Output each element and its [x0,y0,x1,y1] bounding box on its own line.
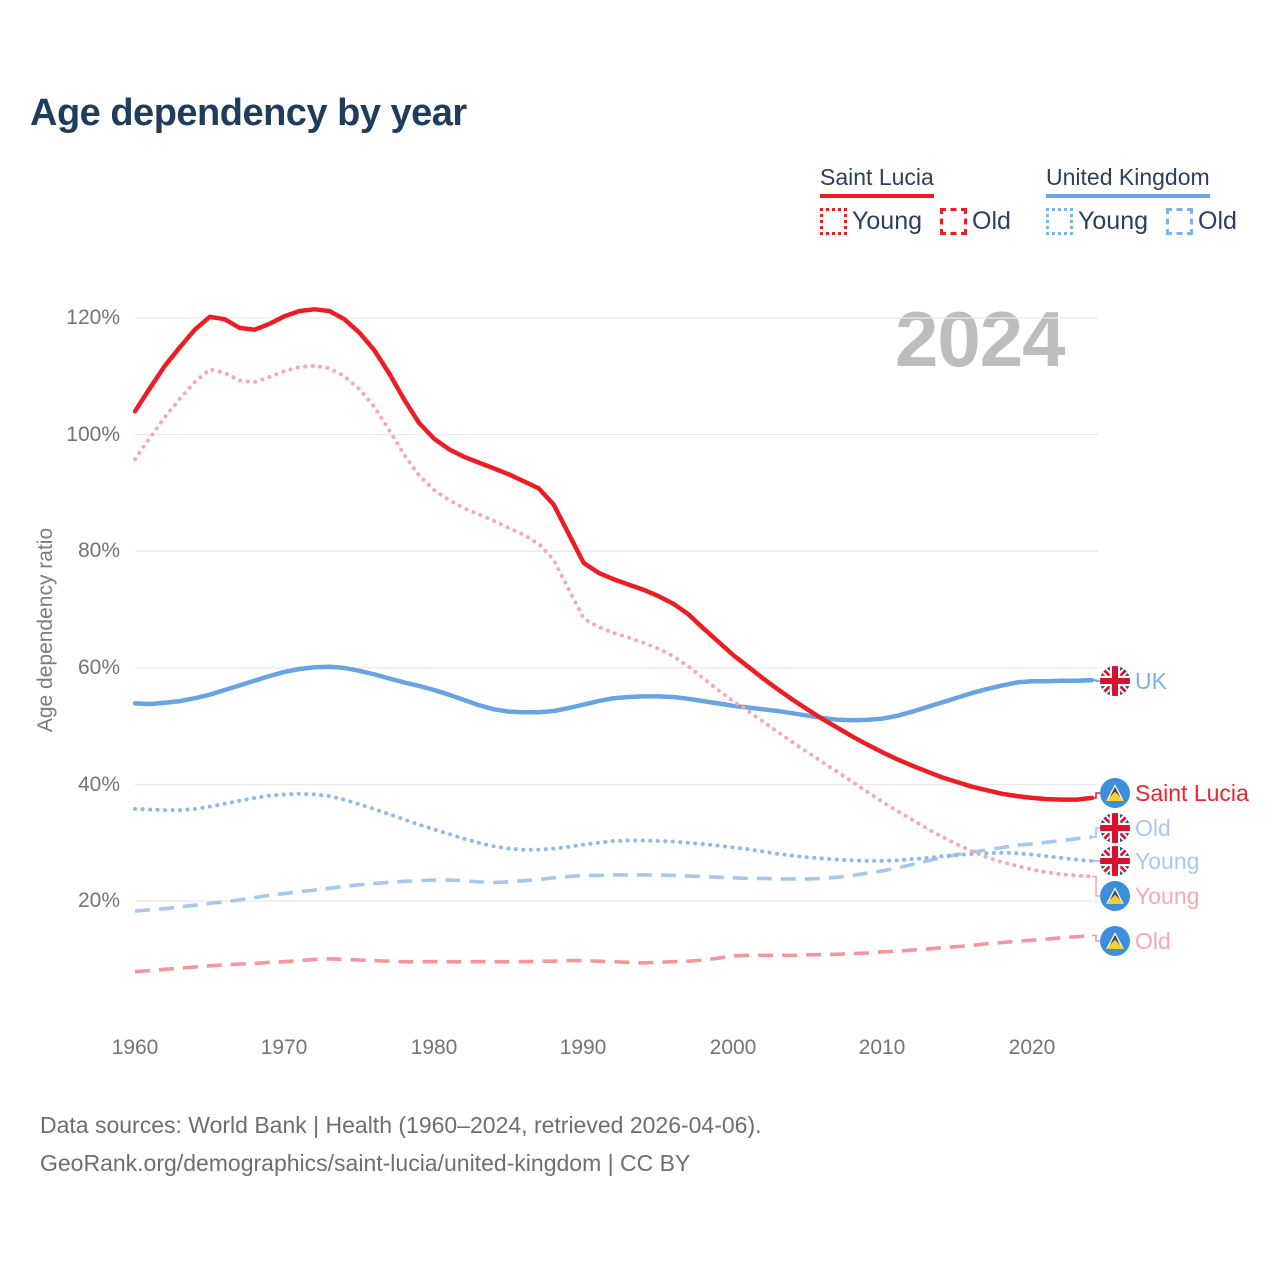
xtick-2010: 2010 [858,1036,906,1059]
uk-total-line [135,667,1092,721]
uk-young-line [135,794,1092,861]
uk-flag-icon [1100,813,1130,843]
endlabel-saint-lucia-old-text: Old [1135,927,1171,954]
saint-lucia-flag-icon [1100,926,1130,956]
xtick-2020: 2020 [1008,1036,1056,1059]
endlabel-saint-lucia-old [1100,926,1171,956]
saint-lucia-flag-icon [1100,881,1130,911]
page-title: Age dependency by year [30,92,467,134]
gridlines [135,318,1098,901]
uk-old-line [135,837,1092,911]
endlabel-uk [1100,666,1167,696]
endlabel-saint-lucia [1100,778,1249,808]
saint-lucia-old-line [135,936,1092,972]
endlabel-uk-text: UK [1135,667,1167,694]
xtick-1980: 1980 [410,1036,458,1059]
endlabel-uk-young-text: Young [1135,847,1200,874]
ytick-120: 120% [66,306,120,329]
endlabel-saint-lucia-young [1100,881,1199,911]
y-axis-title: Age dependency ratio [34,527,57,733]
year-watermark: 2024 [895,295,1065,383]
uk-flag-icon [1100,666,1130,696]
uk_old-label-connector [1092,828,1100,837]
saint-lucia-flag-icon [1100,778,1130,808]
xtick-1990: 1990 [559,1036,607,1059]
xtick-1970: 1970 [260,1036,308,1059]
uk_total-label-connector [1092,680,1100,681]
ytick-100: 100% [66,423,120,446]
sl_young-label-connector [1092,877,1100,896]
label-connectors [1092,680,1100,941]
endlabel-uk-young [1100,846,1199,876]
saint-lucia-total-line [135,309,1092,799]
endlabel-uk-old-text: Old [1135,814,1171,841]
sl_total-label-connector [1092,793,1100,798]
legend-saint-lucia-title: Saint Lucia [820,164,934,198]
endlabel-saint-lucia-text: Saint Lucia [1135,779,1249,806]
united-kingdom-old-label[interactable]: Old [1198,207,1237,235]
uk-flag-icon [1100,846,1130,876]
xtick-1960: 1960 [111,1036,159,1059]
saint-lucia-old-label[interactable]: Old [972,207,1011,235]
ytick-40: 40% [77,773,120,796]
endlabel-saint-lucia-young-text: Young [1135,882,1200,909]
ytick-20: 20% [77,889,120,912]
united-kingdom-young-label[interactable]: Young [1078,207,1148,235]
saint-lucia-young-line [135,366,1092,877]
xtick-2000: 2000 [709,1036,757,1059]
endlabel-uk-old [1100,813,1171,843]
ytick-60: 60% [77,656,120,679]
footer-attribution: GeoRank.org/demographics/saint-lucia/united-kingdom | CC BY [40,1150,691,1176]
legend-united-kingdom-title: United Kingdom [1046,164,1210,198]
sl_old-label-connector [1092,936,1100,942]
footer-data-sources: Data sources: World Bank | Health (1960–2024, retrieved 2026-04-06). [40,1112,762,1138]
saint-lucia-young-label[interactable]: Young [852,207,922,235]
ytick-80: 80% [77,539,120,562]
